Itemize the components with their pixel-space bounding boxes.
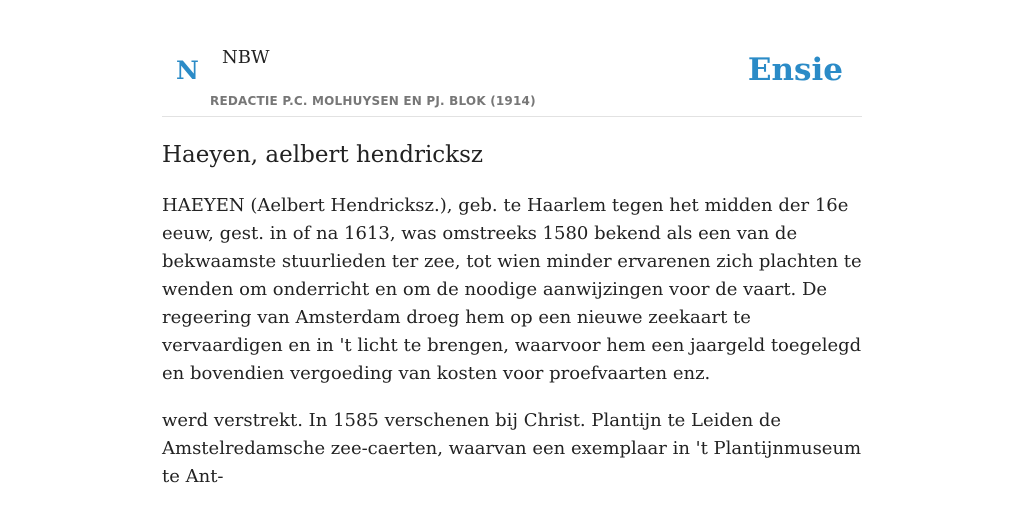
article-body [162, 192, 862, 510]
header [162, 0, 862, 117]
source-logo-icon: N [176, 56, 199, 85]
article-paragraph: HAEYEN (Aelbert Hendricksz.), geb. te Haarlem tegen het midden der 16e eeuw, gest. in of na 1613, was omstreeks 1580 bekend als een van de bekwaamste stuurlieden ter zee, tot wien minder ervarenen zich plachten te wenden om onderricht en om de noodige aanwijzingen voor de vaart. De regeering van Amsterdam droeg hem op een nieuwe zeekaart te vervaardigen en in 't licht te brengen, waarvoor hem een jaargeld toegelegd en bovendien vergoeding van kosten voor proefvaarten enz. [162, 195, 862, 384]
source-name: NBW [222, 47, 270, 68]
brand-logo-link[interactable]: Ensie [747, 52, 843, 88]
article-title: Haeyen, aelbert hendricksz [162, 142, 484, 168]
page-container [162, 0, 862, 512]
article-paragraph: werd verstrekt. In 1585 verschenen bij Christ. Plantijn te Leiden de Amstelredamsche zee-caerten, waarvan een exemplaar in 't Plantijnmuseum te Ant- [162, 410, 862, 487]
source-editors: REDACTIE P.C. MOLHUYSEN EN PJ. BLOK (1914) [210, 94, 536, 108]
